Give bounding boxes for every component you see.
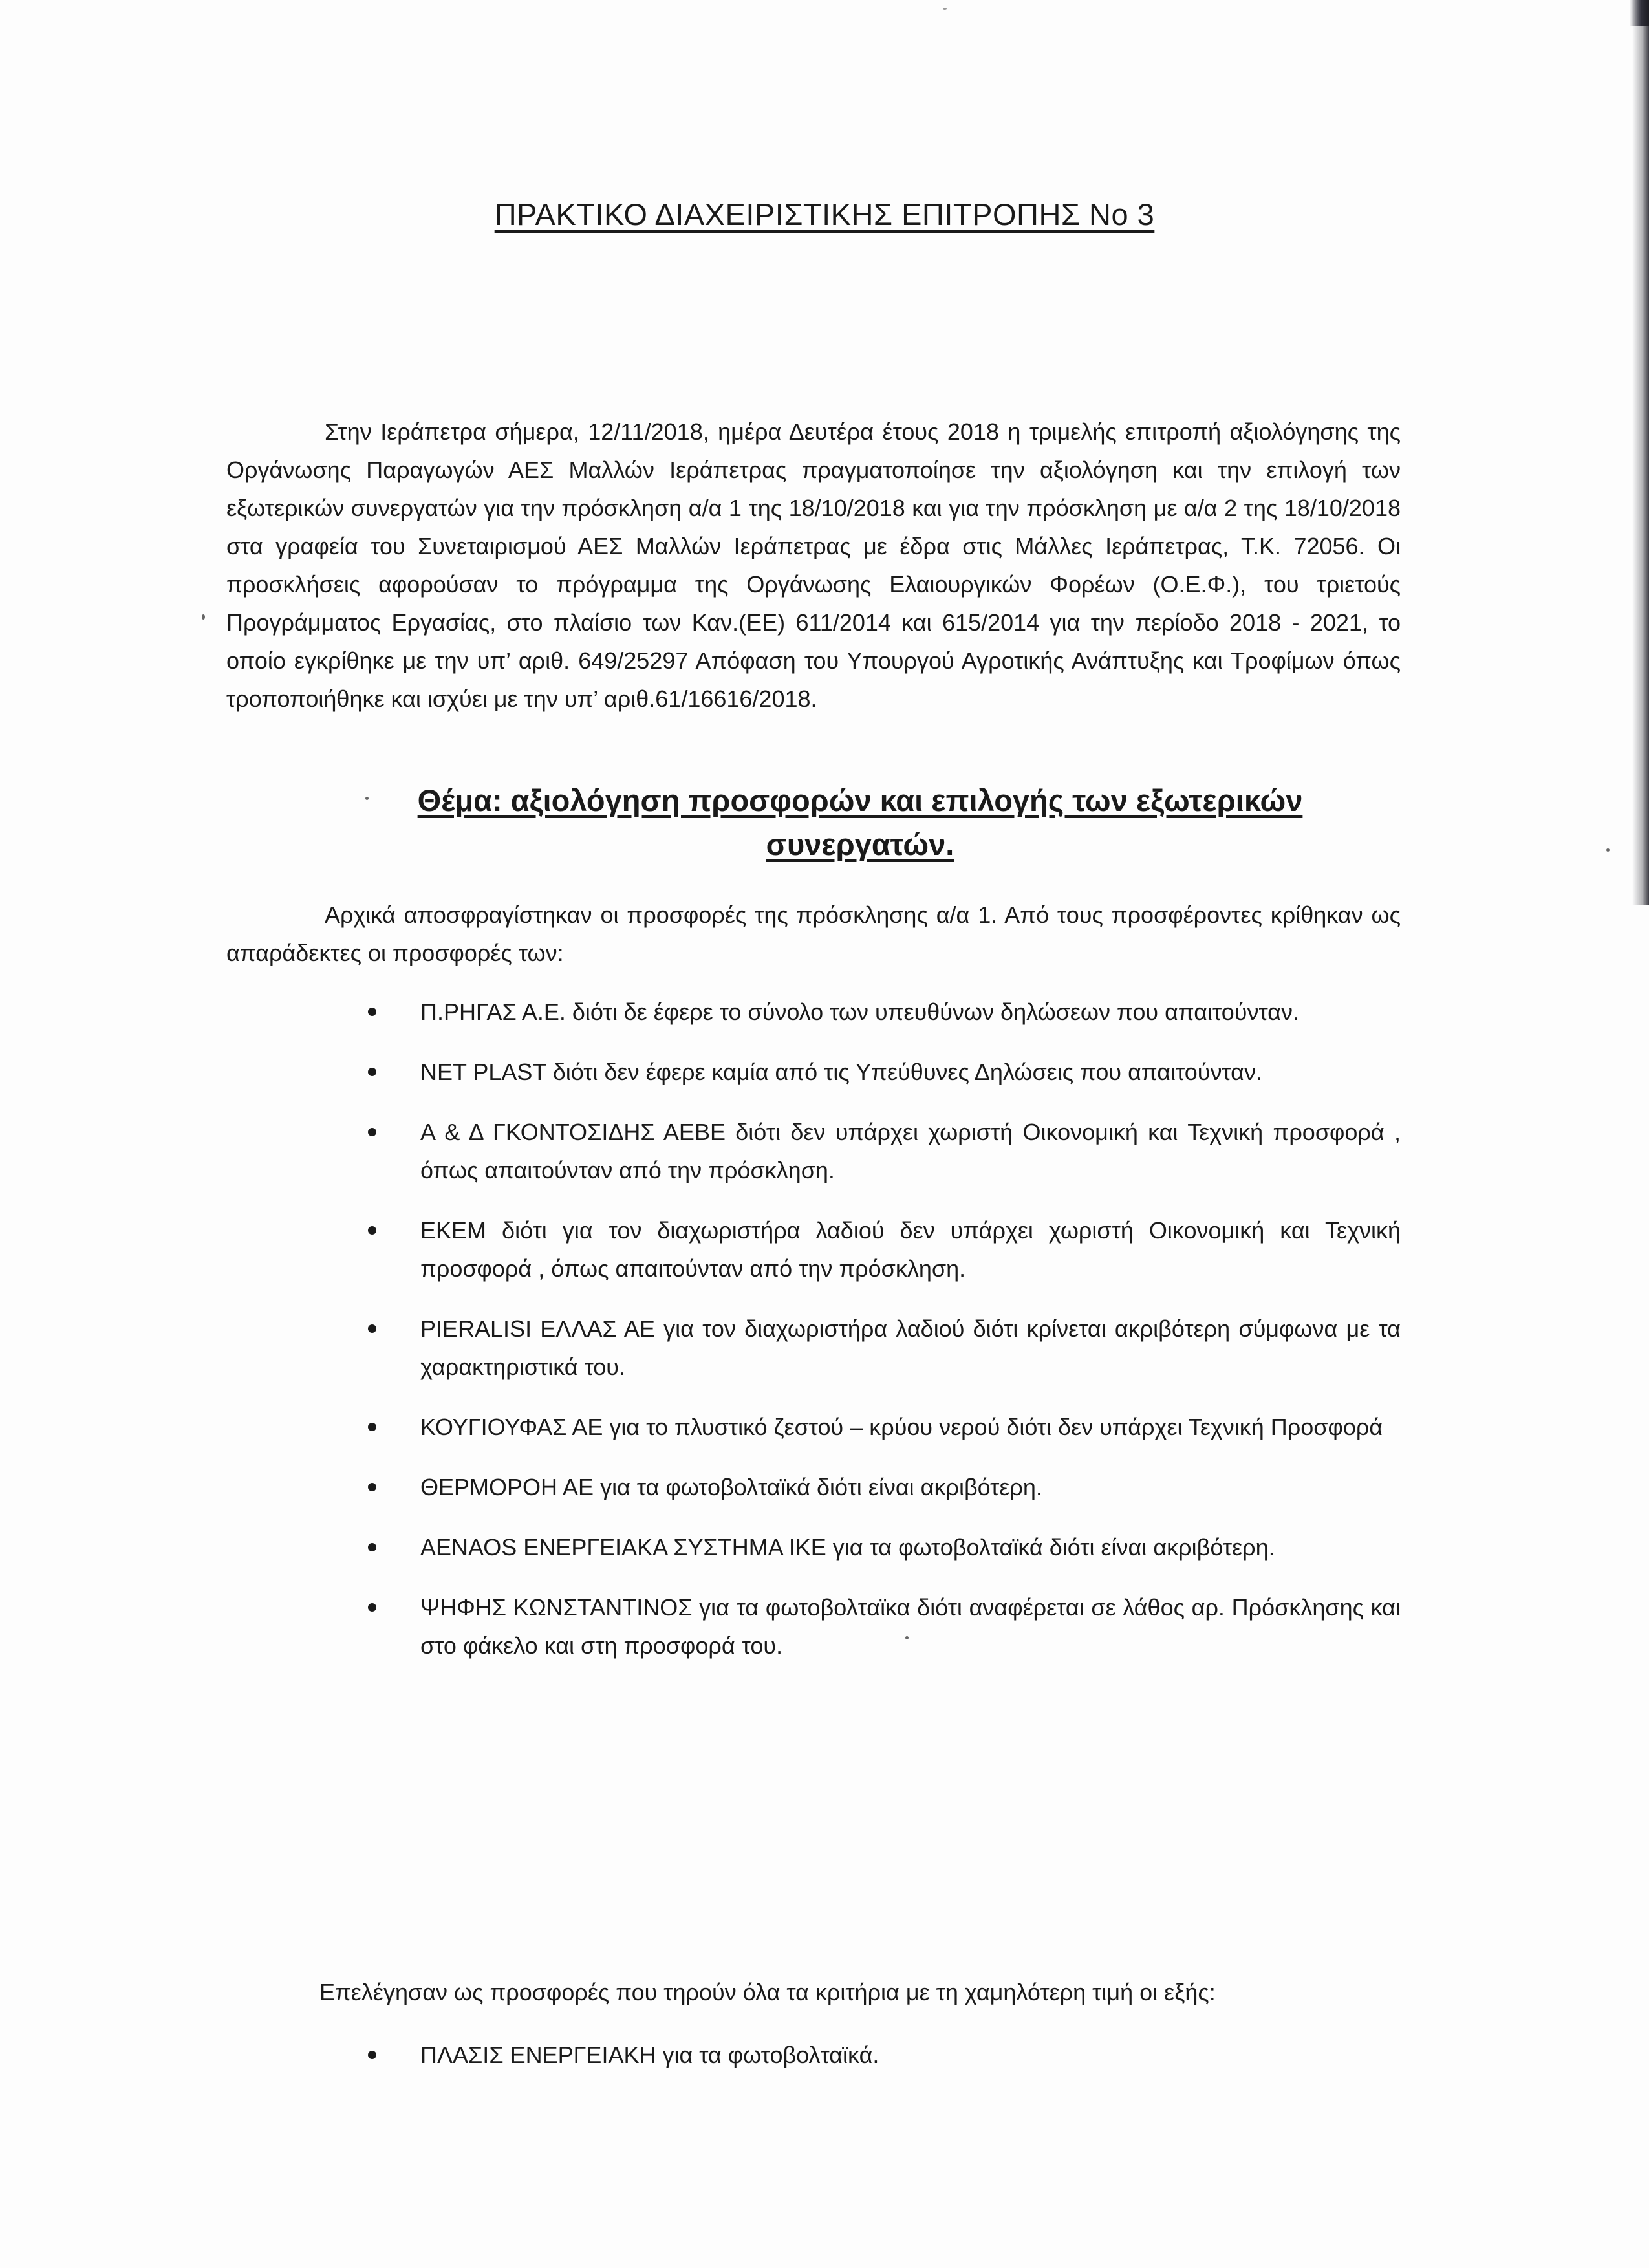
scan-corner-shadow: [1630, 0, 1649, 26]
bullet-icon: [368, 1128, 376, 1136]
bullet-icon: [368, 2051, 376, 2059]
list-item: [420, 1211, 1401, 1288]
list-item: [420, 1053, 1401, 1091]
scan-speck: [905, 1636, 909, 1639]
list-item-text: NET PLAST διότι δεν έφερε καμία από τις Υπεύθυνες Δηλώσεις που απαιτούνταν.: [420, 1059, 1262, 1085]
list-item-text: Π.ΡΗΓΑΣ Α.Ε. διότι δε έφερε το σύνολο των υπευθύνων δηλώσεων που απαιτούνταν.: [420, 999, 1299, 1025]
rejected-intro-paragraph: Αρχικά αποσφραγίστηκαν οι προσφορές της πρόσκλησης α/α 1. Από τους προσφέροντες κρίθηκαν ως απαράδεκτες οι προσφορές των:: [226, 902, 1401, 966]
list-item: [420, 1468, 1401, 1506]
bullet-icon: [368, 1324, 376, 1333]
selected-offers-list: [369, 2036, 1401, 2074]
scan-speck: [1606, 848, 1610, 852]
list-item: [420, 1310, 1401, 1386]
list-item: [420, 1408, 1401, 1446]
bullet-icon: [368, 1483, 376, 1491]
list-item-text: ΘΕΡΜΟΡΟΗ ΑΕ για τα φωτοβολταϊκά διότι είναι ακριβότερη.: [420, 1474, 1042, 1500]
subject-heading: Θέμα: αξιολόγηση προσφορών και επιλογής των εξωτερικών συνεργατών.: [417, 783, 1303, 861]
bullet-icon: [368, 1543, 376, 1551]
bullet-icon: [368, 1226, 376, 1235]
rejected-offers-list: [369, 993, 1401, 1687]
list-item-text: PIERALISI ΕΛΛΑΣ ΑΕ για τον διαχωριστήρα λαδιού διότι κρίνεται ακριβότερη σύμφωνα με τα χαρακτηριστικά του.: [420, 1315, 1401, 1380]
bullet-icon: [368, 1008, 376, 1016]
scan-speck: [202, 614, 205, 620]
selected-intro-paragraph: Επελέγησαν ως προσφορές που τηρούν όλα τα κριτήρια με τη χαμηλότερη τιμή οι εξής:: [319, 1979, 1216, 2005]
list-item: [420, 1528, 1401, 1566]
bullet-icon: [368, 1603, 376, 1612]
document-title: ΠΡΑΚΤΙΚΟ ΔΙΑΧΕΙΡΙΣΤΙΚΗΣ ΕΠΙΤΡΟΠΗΣ Νο 3: [494, 197, 1155, 232]
list-item-text: ΚΟΥΓΙΟΥΦΑΣ ΑΕ για το πλυστικό ζεστού – κρύου νερού διότι δεν υπάρχει Τεχνική Προσφορά: [420, 1414, 1383, 1440]
scan-speck: [943, 8, 947, 10]
list-item-text: ΠΛΑΣΙΣ ΕΝΕΡΓΕΙΑΚΗ για τα φωτοβολταϊκά.: [420, 2042, 879, 2068]
bullet-icon: [368, 1068, 376, 1076]
list-item: [420, 2036, 1401, 2074]
list-item: [420, 1113, 1401, 1189]
list-item: [420, 1588, 1401, 1665]
list-item-text: ΨΗΦΗΣ ΚΩΝΣΤΑΝΤΙΝΟΣ για τα φωτοβολταϊκα διότι αναφέρεται σε λάθος αρ. Πρόσκλησης και στο φάκελο και στη προσφορά του.: [420, 1594, 1401, 1659]
list-item-text: Α & Δ ΓΚΟΝΤΟΣΙΔΗΣ ΑΕΒΕ διότι δεν υπάρχει χωριστή Οικονομική και Τεχνική προσφορά , όπως απαιτούνταν από την πρόσκληση.: [420, 1119, 1401, 1183]
intro-paragraph: Στην Ιεράπετρα σήμερα, 12/11/2018, ημέρα Δευτέρα έτους 2018 η τριμελής επιτροπή αξιολόγησης της Οργάνωσης Παραγωγών ΑΕΣ Μαλλών Ιεράπετρας πραγματοποίησε την αξιολόγηση και την επιλογή των εξωτερικών συνεργατών για την πρόσκληση α/α 1 της 18/10/2018 και για την πρόσκληση με α/α 2 της 18/10/2018 στα γραφεία του Συνεταιρισμού ΑΕΣ Μαλλών Ιεράπετρας με έδρα στις Μάλλες Ιεράπετρας, Τ.Κ. 72056. Οι προσκλήσεις αφορούσαν το πρόγραμμα της Οργάνωσης Ελαιουργικών Φορέων (Ο.Ε.Φ.), του τριετούς Προγράμματος Εργασίας, στο πλαίσιο των Καν.(ΕΕ) 611/2014 και 615/2014 για την περίοδο 2018 - 2021, το οποίο εγκρίθηκε με την υπ’ αριθ. 649/25297 Απόφαση του Υπουργού Αγροτικής Ανάπτυξης και Τροφίμων όπως τροποποιήθηκε και ισχύει με την υπ’ αριθ.61/16616/2018.: [226, 418, 1401, 712]
scan-speck: [365, 797, 369, 800]
list-item-text: ΕΚΕΜ διότι για τον διαχωριστήρα λαδιού δεν υπάρχει χωριστή Οικονομική και Τεχνική προσφορά , όπως απαιτούνταν από την πρόσκληση.: [420, 1217, 1401, 1282]
list-item-text: ΑΕΝΑΟS ΕΝΕΡΓΕΙΑΚΑ ΣΥΣΤΗΜΑ ΙΚΕ για τα φωτοβολταϊκά διότι είναι ακριβότερη.: [420, 1534, 1275, 1561]
list-item: [420, 993, 1401, 1031]
bullet-icon: [368, 1423, 376, 1431]
scan-shadow-edge: [1632, 0, 1649, 905]
